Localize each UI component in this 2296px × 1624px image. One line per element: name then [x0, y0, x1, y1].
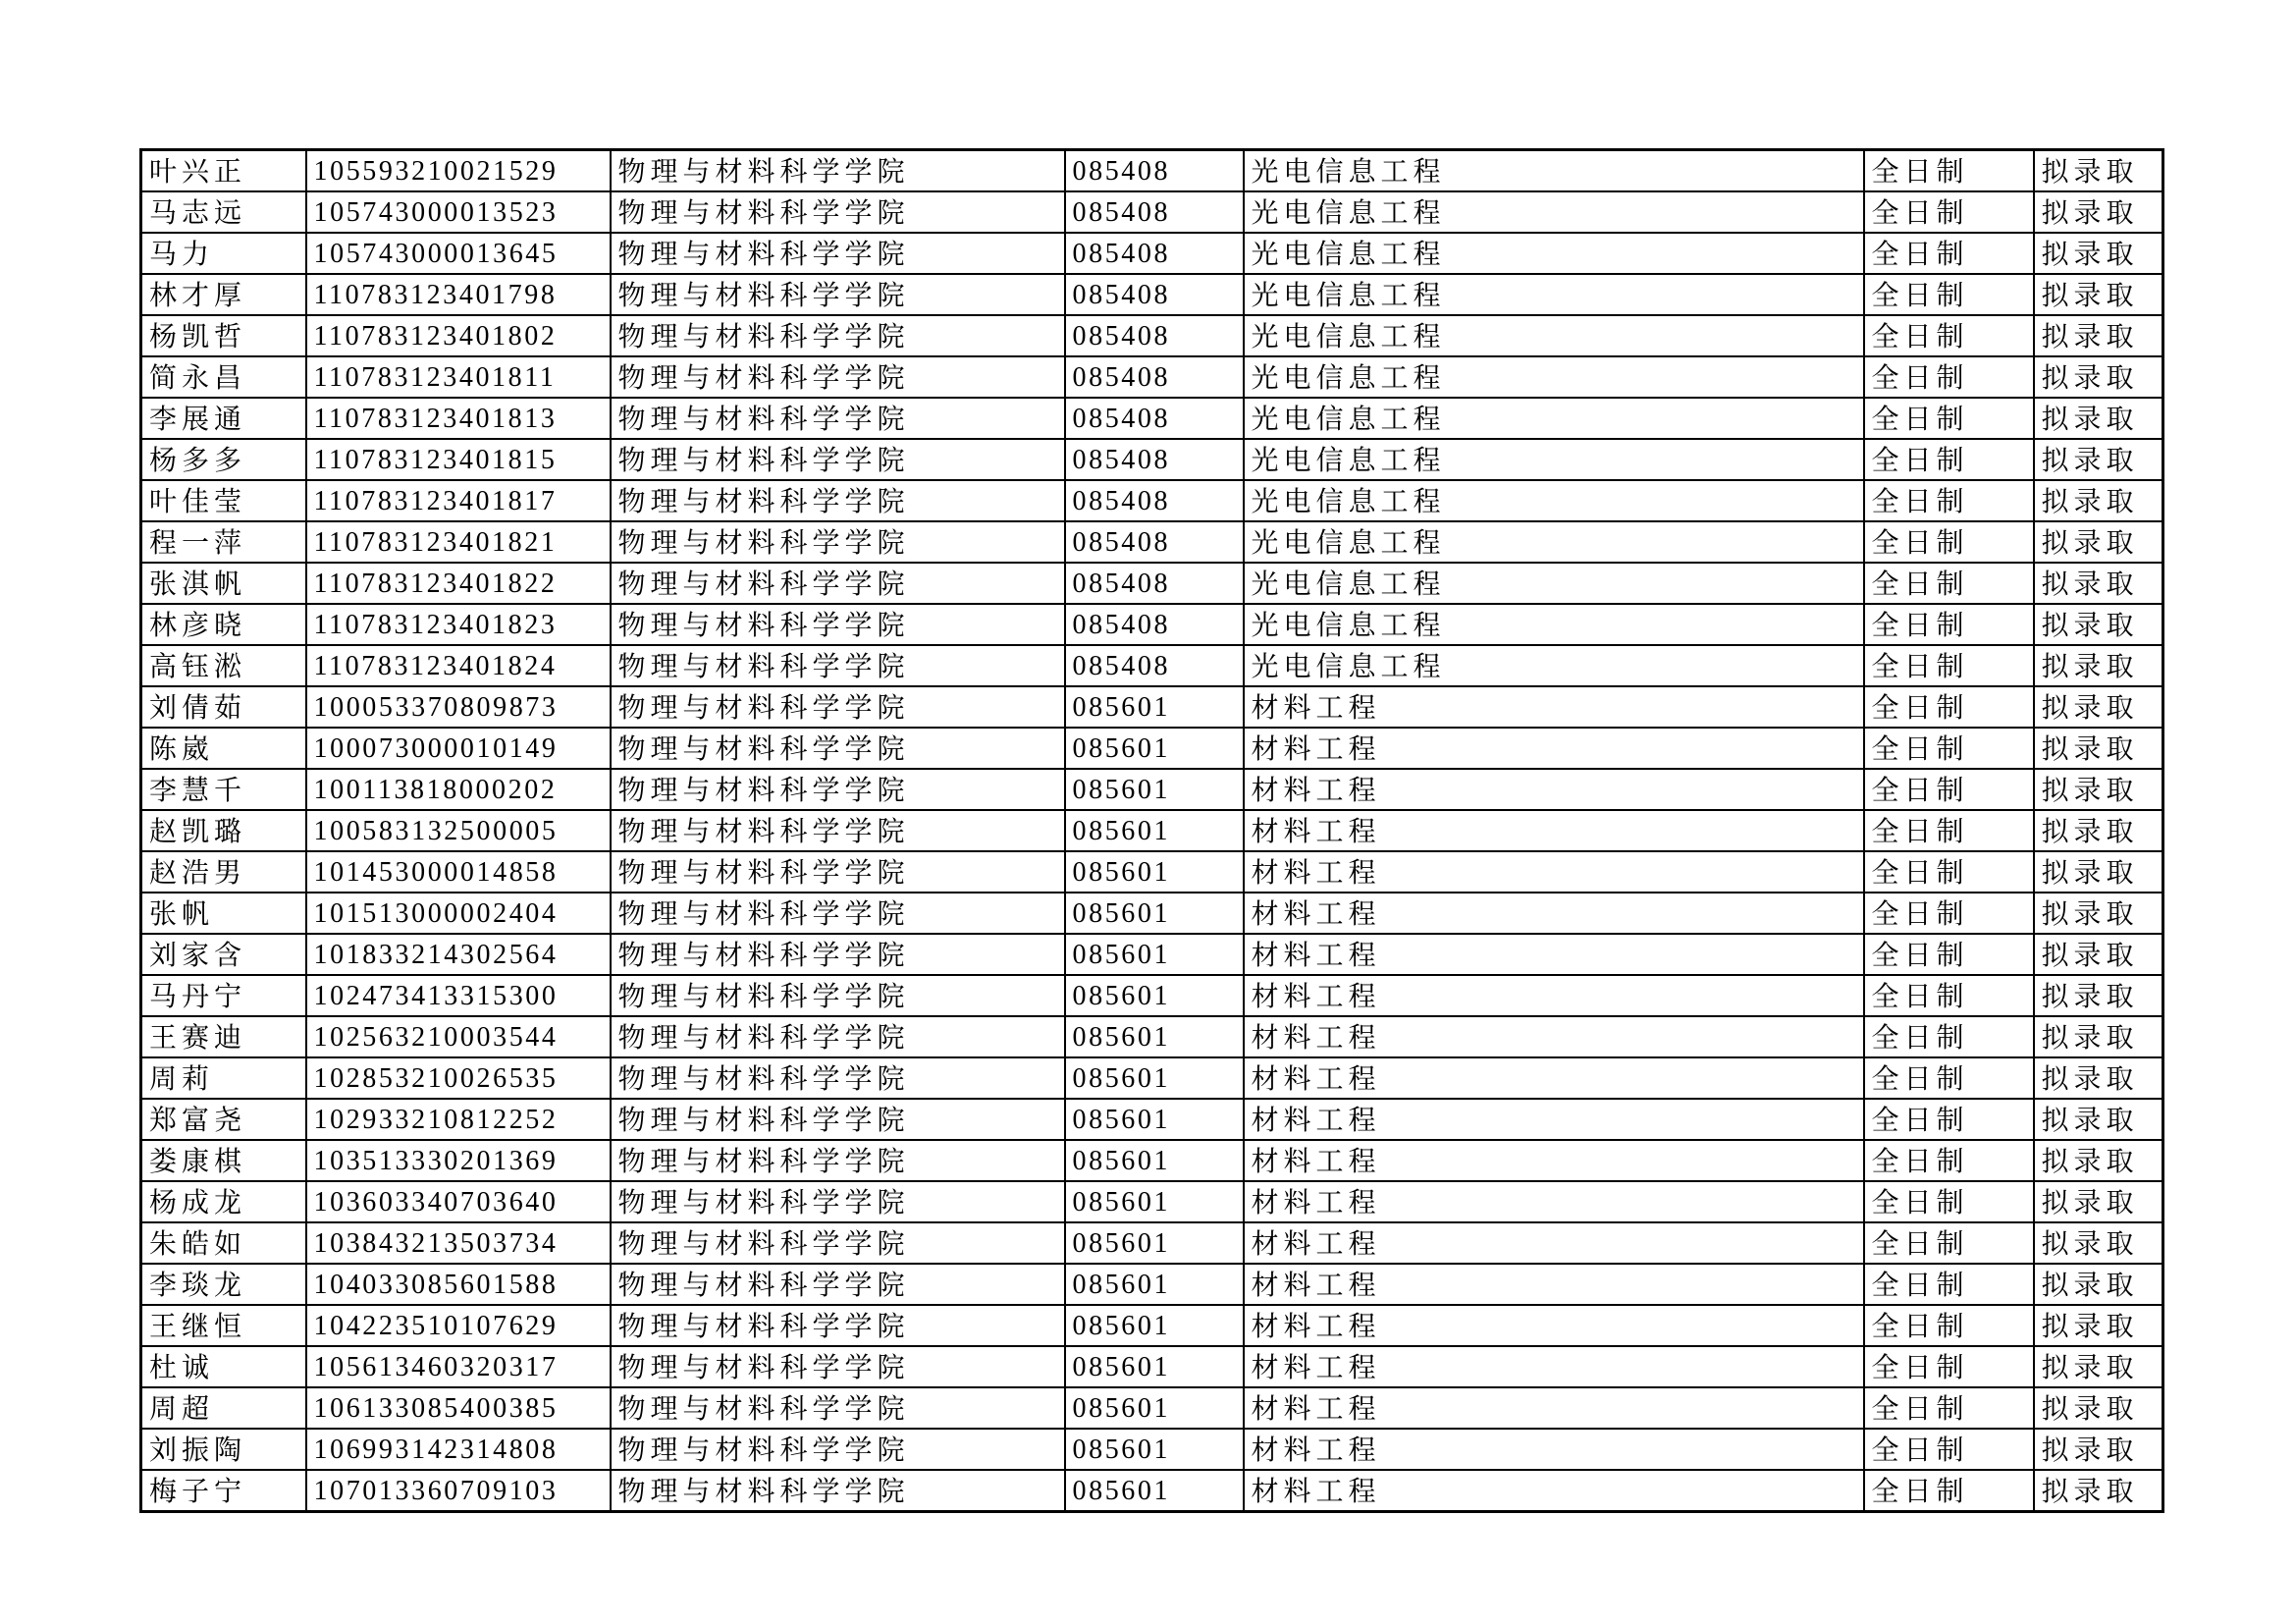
major-code-cell: 085408	[1065, 315, 1244, 356]
exam-number-cell: 110783123401824	[306, 645, 611, 686]
student-name-cell: 马丹宁	[141, 975, 306, 1016]
major-code-cell: 085408	[1065, 439, 1244, 480]
major-code-cell: 085601	[1065, 1222, 1244, 1264]
major-name-cell: 光电信息工程	[1244, 274, 1864, 315]
status-cell: 拟录取	[2034, 1181, 2163, 1222]
exam-number-cell: 104033085601588	[306, 1264, 611, 1305]
school-cell: 物理与材料科学学院	[611, 975, 1065, 1016]
study-mode-cell: 全日制	[1864, 150, 2034, 192]
status-cell: 拟录取	[2034, 191, 2163, 233]
major-name-cell: 光电信息工程	[1244, 645, 1864, 686]
study-mode-cell: 全日制	[1864, 1387, 2034, 1429]
student-name-cell: 王赛迪	[141, 1016, 306, 1057]
school-cell: 物理与材料科学学院	[611, 1099, 1065, 1140]
school-cell: 物理与材料科学学院	[611, 563, 1065, 604]
table-row	[141, 1099, 2163, 1140]
school-cell: 物理与材料科学学院	[611, 150, 1065, 192]
study-mode-cell: 全日制	[1864, 1140, 2034, 1181]
major-code-cell: 085601	[1065, 1387, 1244, 1429]
table-row	[141, 563, 2163, 604]
major-name-cell: 材料工程	[1244, 1470, 1864, 1512]
major-name-cell: 材料工程	[1244, 728, 1864, 769]
major-code-cell: 085408	[1065, 645, 1244, 686]
school-cell: 物理与材料科学学院	[611, 1346, 1065, 1387]
status-cell: 拟录取	[2034, 1305, 2163, 1346]
student-name-cell: 叶兴正	[141, 150, 306, 192]
major-name-cell: 光电信息工程	[1244, 191, 1864, 233]
school-cell: 物理与材料科学学院	[611, 315, 1065, 356]
major-name-cell: 材料工程	[1244, 686, 1864, 728]
status-cell: 拟录取	[2034, 1140, 2163, 1181]
school-cell: 物理与材料科学学院	[611, 1264, 1065, 1305]
exam-number-cell: 100583132500005	[306, 810, 611, 851]
exam-number-cell: 105593210021529	[306, 150, 611, 192]
status-cell: 拟录取	[2034, 686, 2163, 728]
study-mode-cell: 全日制	[1864, 1181, 2034, 1222]
major-name-cell: 材料工程	[1244, 1057, 1864, 1099]
major-name-cell: 光电信息工程	[1244, 398, 1864, 439]
major-code-cell: 085408	[1065, 604, 1244, 645]
status-cell: 拟录取	[2034, 563, 2163, 604]
student-name-cell: 娄康棋	[141, 1140, 306, 1181]
major-code-cell: 085601	[1065, 1264, 1244, 1305]
major-name-cell: 光电信息工程	[1244, 480, 1864, 521]
table-row	[141, 728, 2163, 769]
student-name-cell: 赵凯璐	[141, 810, 306, 851]
major-name-cell: 材料工程	[1244, 1140, 1864, 1181]
student-name-cell: 刘振陶	[141, 1429, 306, 1470]
major-name-cell: 材料工程	[1244, 810, 1864, 851]
exam-number-cell: 103603340703640	[306, 1181, 611, 1222]
exam-number-cell: 110783123401815	[306, 439, 611, 480]
major-name-cell: 材料工程	[1244, 769, 1864, 810]
student-name-cell: 马志远	[141, 191, 306, 233]
status-cell: 拟录取	[2034, 810, 2163, 851]
school-cell: 物理与材料科学学院	[611, 480, 1065, 521]
exam-number-cell: 103843213503734	[306, 1222, 611, 1264]
student-name-cell: 李琰龙	[141, 1264, 306, 1305]
table-row	[141, 1305, 2163, 1346]
major-name-cell: 光电信息工程	[1244, 604, 1864, 645]
exam-number-cell: 106133085400385	[306, 1387, 611, 1429]
major-code-cell: 085601	[1065, 1016, 1244, 1057]
table-row	[141, 439, 2163, 480]
study-mode-cell: 全日制	[1864, 1346, 2034, 1387]
major-name-cell: 光电信息工程	[1244, 356, 1864, 398]
status-cell: 拟录取	[2034, 1099, 2163, 1140]
study-mode-cell: 全日制	[1864, 1470, 2034, 1512]
study-mode-cell: 全日制	[1864, 233, 2034, 274]
school-cell: 物理与材料科学学院	[611, 521, 1065, 563]
table-row	[141, 1264, 2163, 1305]
table-row	[141, 975, 2163, 1016]
table-body	[141, 150, 2163, 1512]
table-row	[141, 1222, 2163, 1264]
school-cell: 物理与材料科学学院	[611, 728, 1065, 769]
school-cell: 物理与材料科学学院	[611, 1429, 1065, 1470]
student-name-cell: 张帆	[141, 893, 306, 934]
exam-number-cell: 110783123401822	[306, 563, 611, 604]
status-cell: 拟录取	[2034, 480, 2163, 521]
student-name-cell: 简永昌	[141, 356, 306, 398]
table-row	[141, 150, 2163, 192]
major-name-cell: 光电信息工程	[1244, 150, 1864, 192]
major-code-cell: 085408	[1065, 233, 1244, 274]
study-mode-cell: 全日制	[1864, 521, 2034, 563]
table-row	[141, 604, 2163, 645]
school-cell: 物理与材料科学学院	[611, 191, 1065, 233]
major-code-cell: 085601	[1065, 1346, 1244, 1387]
major-code-cell: 085601	[1065, 1099, 1244, 1140]
study-mode-cell: 全日制	[1864, 274, 2034, 315]
major-code-cell: 085601	[1065, 1057, 1244, 1099]
exam-number-cell: 101513000002404	[306, 893, 611, 934]
table-row	[141, 769, 2163, 810]
status-cell: 拟录取	[2034, 645, 2163, 686]
table-row	[141, 686, 2163, 728]
study-mode-cell: 全日制	[1864, 1222, 2034, 1264]
status-cell: 拟录取	[2034, 934, 2163, 975]
exam-number-cell: 104223510107629	[306, 1305, 611, 1346]
student-name-cell: 朱皓如	[141, 1222, 306, 1264]
major-code-cell: 085601	[1065, 1305, 1244, 1346]
student-name-cell: 程一萍	[141, 521, 306, 563]
school-cell: 物理与材料科学学院	[611, 439, 1065, 480]
table-row	[141, 1181, 2163, 1222]
student-name-cell: 刘倩茹	[141, 686, 306, 728]
table-row	[141, 893, 2163, 934]
student-name-cell: 刘家含	[141, 934, 306, 975]
major-name-cell: 材料工程	[1244, 893, 1864, 934]
study-mode-cell: 全日制	[1864, 563, 2034, 604]
student-name-cell: 林才厚	[141, 274, 306, 315]
table-row	[141, 1470, 2163, 1512]
study-mode-cell: 全日制	[1864, 356, 2034, 398]
school-cell: 物理与材料科学学院	[611, 233, 1065, 274]
table-row	[141, 480, 2163, 521]
school-cell: 物理与材料科学学院	[611, 1305, 1065, 1346]
major-name-cell: 材料工程	[1244, 975, 1864, 1016]
major-name-cell: 光电信息工程	[1244, 521, 1864, 563]
table-row	[141, 1346, 2163, 1387]
table-row	[141, 1429, 2163, 1470]
school-cell: 物理与材料科学学院	[611, 1181, 1065, 1222]
major-code-cell: 085601	[1065, 1470, 1244, 1512]
school-cell: 物理与材料科学学院	[611, 851, 1065, 893]
status-cell: 拟录取	[2034, 1222, 2163, 1264]
status-cell: 拟录取	[2034, 233, 2163, 274]
status-cell: 拟录取	[2034, 769, 2163, 810]
school-cell: 物理与材料科学学院	[611, 934, 1065, 975]
status-cell: 拟录取	[2034, 274, 2163, 315]
study-mode-cell: 全日制	[1864, 851, 2034, 893]
major-code-cell: 085408	[1065, 356, 1244, 398]
status-cell: 拟录取	[2034, 1429, 2163, 1470]
exam-number-cell: 101833214302564	[306, 934, 611, 975]
table-row	[141, 1140, 2163, 1181]
student-name-cell: 郑富尧	[141, 1099, 306, 1140]
table-row	[141, 315, 2163, 356]
student-name-cell: 林彦晓	[141, 604, 306, 645]
table-row	[141, 1387, 2163, 1429]
table-row	[141, 521, 2163, 563]
school-cell: 物理与材料科学学院	[611, 1057, 1065, 1099]
student-name-cell: 周莉	[141, 1057, 306, 1099]
student-name-cell: 梅子宁	[141, 1470, 306, 1512]
exam-number-cell: 105743000013645	[306, 233, 611, 274]
study-mode-cell: 全日制	[1864, 769, 2034, 810]
status-cell: 拟录取	[2034, 604, 2163, 645]
study-mode-cell: 全日制	[1864, 893, 2034, 934]
school-cell: 物理与材料科学学院	[611, 274, 1065, 315]
student-name-cell: 杨凯哲	[141, 315, 306, 356]
status-cell: 拟录取	[2034, 851, 2163, 893]
study-mode-cell: 全日制	[1864, 398, 2034, 439]
study-mode-cell: 全日制	[1864, 975, 2034, 1016]
school-cell: 物理与材料科学学院	[611, 356, 1065, 398]
study-mode-cell: 全日制	[1864, 191, 2034, 233]
major-name-cell: 材料工程	[1244, 1387, 1864, 1429]
exam-number-cell: 110783123401817	[306, 480, 611, 521]
major-code-cell: 085601	[1065, 851, 1244, 893]
major-name-cell: 材料工程	[1244, 1346, 1864, 1387]
status-cell: 拟录取	[2034, 1057, 2163, 1099]
student-name-cell: 杨多多	[141, 439, 306, 480]
study-mode-cell: 全日制	[1864, 645, 2034, 686]
table-row	[141, 233, 2163, 274]
student-name-cell: 李慧千	[141, 769, 306, 810]
major-code-cell: 085601	[1065, 975, 1244, 1016]
table-row	[141, 1016, 2163, 1057]
study-mode-cell: 全日制	[1864, 480, 2034, 521]
major-code-cell: 085408	[1065, 274, 1244, 315]
status-cell: 拟录取	[2034, 1264, 2163, 1305]
study-mode-cell: 全日制	[1864, 1305, 2034, 1346]
school-cell: 物理与材料科学学院	[611, 893, 1065, 934]
school-cell: 物理与材料科学学院	[611, 686, 1065, 728]
student-name-cell: 李展通	[141, 398, 306, 439]
exam-number-cell: 110783123401811	[306, 356, 611, 398]
student-name-cell: 王继恒	[141, 1305, 306, 1346]
major-name-cell: 光电信息工程	[1244, 233, 1864, 274]
study-mode-cell: 全日制	[1864, 439, 2034, 480]
exam-number-cell: 110783123401823	[306, 604, 611, 645]
status-cell: 拟录取	[2034, 356, 2163, 398]
major-name-cell: 材料工程	[1244, 1429, 1864, 1470]
student-name-cell: 高钰淞	[141, 645, 306, 686]
major-code-cell: 085408	[1065, 563, 1244, 604]
table-row	[141, 191, 2163, 233]
student-name-cell: 杨成龙	[141, 1181, 306, 1222]
student-name-cell: 叶佳莹	[141, 480, 306, 521]
major-name-cell: 材料工程	[1244, 1264, 1864, 1305]
exam-number-cell: 100073000010149	[306, 728, 611, 769]
status-cell: 拟录取	[2034, 439, 2163, 480]
major-code-cell: 085408	[1065, 150, 1244, 192]
table-row	[141, 934, 2163, 975]
table-row	[141, 810, 2163, 851]
exam-number-cell: 110783123401798	[306, 274, 611, 315]
major-code-cell: 085601	[1065, 1429, 1244, 1470]
major-code-cell: 085601	[1065, 728, 1244, 769]
status-cell: 拟录取	[2034, 728, 2163, 769]
exam-number-cell: 102563210003544	[306, 1016, 611, 1057]
school-cell: 物理与材料科学学院	[611, 398, 1065, 439]
study-mode-cell: 全日制	[1864, 934, 2034, 975]
status-cell: 拟录取	[2034, 1387, 2163, 1429]
exam-number-cell: 110783123401821	[306, 521, 611, 563]
major-name-cell: 材料工程	[1244, 1016, 1864, 1057]
school-cell: 物理与材料科学学院	[611, 810, 1065, 851]
major-name-cell: 材料工程	[1244, 1222, 1864, 1264]
status-cell: 拟录取	[2034, 1346, 2163, 1387]
major-code-cell: 085408	[1065, 398, 1244, 439]
major-name-cell: 材料工程	[1244, 1181, 1864, 1222]
status-cell: 拟录取	[2034, 893, 2163, 934]
status-cell: 拟录取	[2034, 1016, 2163, 1057]
table-row	[141, 356, 2163, 398]
study-mode-cell: 全日制	[1864, 686, 2034, 728]
school-cell: 物理与材料科学学院	[611, 1387, 1065, 1429]
exam-number-cell: 102853210026535	[306, 1057, 611, 1099]
table-row	[141, 851, 2163, 893]
student-name-cell: 张淇帆	[141, 563, 306, 604]
study-mode-cell: 全日制	[1864, 1016, 2034, 1057]
major-code-cell: 085601	[1065, 893, 1244, 934]
table-row	[141, 1057, 2163, 1099]
school-cell: 物理与材料科学学院	[611, 1470, 1065, 1512]
table-row	[141, 645, 2163, 686]
study-mode-cell: 全日制	[1864, 315, 2034, 356]
major-code-cell: 085601	[1065, 769, 1244, 810]
exam-number-cell: 105613460320317	[306, 1346, 611, 1387]
major-name-cell: 材料工程	[1244, 851, 1864, 893]
student-name-cell: 周超	[141, 1387, 306, 1429]
status-cell: 拟录取	[2034, 521, 2163, 563]
student-name-cell: 马力	[141, 233, 306, 274]
exam-number-cell: 101453000014858	[306, 851, 611, 893]
major-code-cell: 085408	[1065, 521, 1244, 563]
major-code-cell: 085408	[1065, 480, 1244, 521]
admission-table	[139, 148, 2164, 1513]
major-name-cell: 光电信息工程	[1244, 439, 1864, 480]
school-cell: 物理与材料科学学院	[611, 604, 1065, 645]
study-mode-cell: 全日制	[1864, 810, 2034, 851]
exam-number-cell: 100053370809873	[306, 686, 611, 728]
exam-number-cell: 102473413315300	[306, 975, 611, 1016]
exam-number-cell: 110783123401802	[306, 315, 611, 356]
study-mode-cell: 全日制	[1864, 728, 2034, 769]
status-cell: 拟录取	[2034, 150, 2163, 192]
study-mode-cell: 全日制	[1864, 604, 2034, 645]
exam-number-cell: 105743000013523	[306, 191, 611, 233]
exam-number-cell: 107013360709103	[306, 1470, 611, 1512]
major-name-cell: 材料工程	[1244, 934, 1864, 975]
exam-number-cell: 106993142314808	[306, 1429, 611, 1470]
status-cell: 拟录取	[2034, 315, 2163, 356]
major-code-cell: 085408	[1065, 191, 1244, 233]
status-cell: 拟录取	[2034, 1470, 2163, 1512]
school-cell: 物理与材料科学学院	[611, 769, 1065, 810]
major-code-cell: 085601	[1065, 934, 1244, 975]
school-cell: 物理与材料科学学院	[611, 1016, 1065, 1057]
student-name-cell: 陈崴	[141, 728, 306, 769]
school-cell: 物理与材料科学学院	[611, 1140, 1065, 1181]
school-cell: 物理与材料科学学院	[611, 645, 1065, 686]
study-mode-cell: 全日制	[1864, 1099, 2034, 1140]
table-row	[141, 274, 2163, 315]
student-name-cell: 赵浩男	[141, 851, 306, 893]
table-row	[141, 398, 2163, 439]
status-cell: 拟录取	[2034, 975, 2163, 1016]
major-name-cell: 光电信息工程	[1244, 563, 1864, 604]
exam-number-cell: 102933210812252	[306, 1099, 611, 1140]
major-code-cell: 085601	[1065, 1181, 1244, 1222]
exam-number-cell: 103513330201369	[306, 1140, 611, 1181]
major-name-cell: 光电信息工程	[1244, 315, 1864, 356]
study-mode-cell: 全日制	[1864, 1429, 2034, 1470]
major-code-cell: 085601	[1065, 810, 1244, 851]
status-cell: 拟录取	[2034, 398, 2163, 439]
exam-number-cell: 110783123401813	[306, 398, 611, 439]
school-cell: 物理与材料科学学院	[611, 1222, 1065, 1264]
study-mode-cell: 全日制	[1864, 1264, 2034, 1305]
major-name-cell: 材料工程	[1244, 1099, 1864, 1140]
study-mode-cell: 全日制	[1864, 1057, 2034, 1099]
major-code-cell: 085601	[1065, 1140, 1244, 1181]
student-name-cell: 杜诚	[141, 1346, 306, 1387]
major-code-cell: 085601	[1065, 686, 1244, 728]
exam-number-cell: 100113818000202	[306, 769, 611, 810]
major-name-cell: 材料工程	[1244, 1305, 1864, 1346]
